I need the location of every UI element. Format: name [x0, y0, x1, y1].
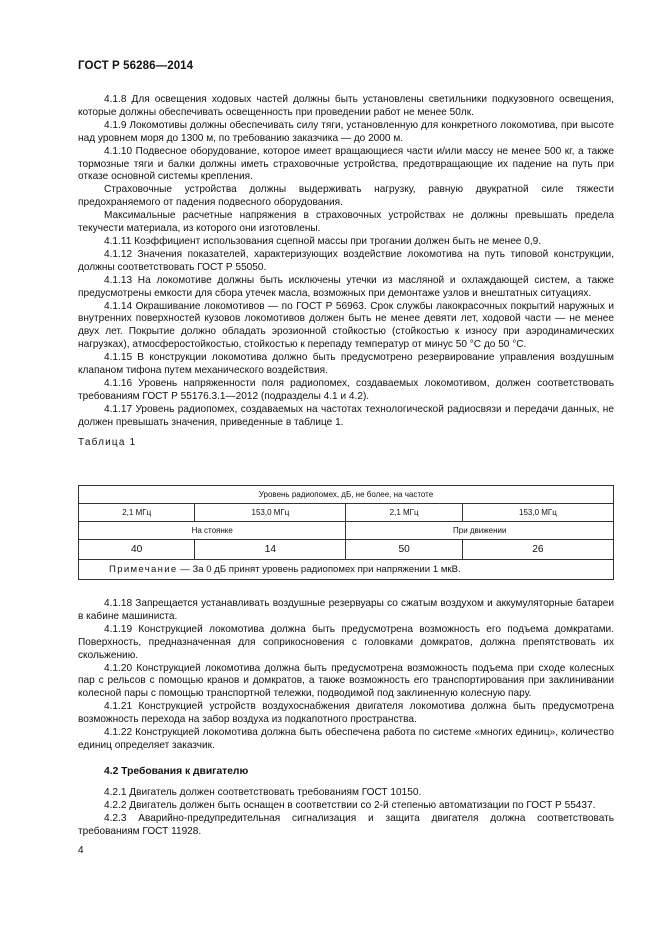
page-number: 4	[78, 845, 84, 856]
table-cell: 14	[195, 540, 346, 560]
paragraph: 4.1.20 Конструкцией локомотива должна быть предусмотрена возможность подъема при сходе колесных пар с рельсов с помощью кранов и домкратов, а также возможность его транспортирования при заклинивании колесной пары с помощью транспортной тележки, подводимой под заклиненную колесную пару.	[78, 662, 614, 700]
table-row	[79, 522, 614, 540]
paragraph: 4.1.17 Уровень радиопомех, создаваемых на частотах технологической радиосвязи и передачи данных, не должен превышать значения, приведенные в таблице 1.	[78, 403, 614, 428]
table-note-label: Примечание	[109, 564, 178, 575]
paragraph: 4.2.1 Двигатель должен соответствовать требованиям ГОСТ 10150.	[104, 787, 422, 798]
table-header-cell: Уровень радиопомех, дБ, не более, на частоте	[79, 486, 614, 504]
section-heading: 4.2 Требования к двигателю	[104, 766, 249, 777]
paragraph: Страховочные устройства должны выдерживать нагрузку, равную двукратной силе тяжести предохраняемого от падения подвесного оборудования.	[78, 184, 614, 209]
paragraph: 4.1.12 Значения показателей, характеризующих воздействие локомотива на путь типовой конструкции, должны соответствовать ГОСТ Р 55050.	[78, 248, 614, 273]
paragraph: 4.1.10 Подвесное оборудование, которое имеет вращающиеся части и/или массу не менее 500 кг, а также тормозные тяги и балки должны иметь страховочные устройства, предотвращающие их падение на путь при отказе основной системы крепления.	[78, 145, 614, 183]
paragraph: 4.2.3 Аварийно-предупредительная сигнализация и защита двигателя должна соответствовать требованиям ГОСТ 11928.	[78, 812, 614, 837]
table-cell: 50	[346, 540, 462, 560]
paragraph: 4.1.22 Конструкцией локомотива должна быть обеспечена работа по системе «многих единиц», количество единиц определяет заказчик.	[78, 727, 614, 751]
body-text-before-table	[78, 94, 614, 430]
paragraph: 4.1.11 Коэффициент использования сцепной массы при трогании должен быть не менее 0,9.	[104, 235, 542, 247]
table-row	[79, 486, 614, 504]
body-text-after-table	[78, 598, 614, 753]
paragraph: 4.1.9 Локомотивы должны обеспечивать силу тяги, установленную для конкретного локомотива, при высоте над уровнем моря до 1300 м, по требованию заказчика — до 2000 м.	[78, 119, 614, 144]
table-header-cell: 153,0 МГц	[195, 504, 346, 522]
paragraph: Максимальные расчетные напряжения в страховочных устройствах не должны превышать предела текучести материала, из которого они изготовлены.	[78, 210, 614, 235]
table-header-cell: 2,1 МГц	[79, 504, 195, 522]
paragraph: 4.2.2 Двигатель должен быть оснащен в соответствии со 2-й степенью автоматизации по ГОСТ Р 55437.	[104, 799, 596, 811]
paragraph: 4.1.8 Для освещения ходовых частей должны быть установлены светильники подкузовного освещения, которые должны обеспечивать освещенность при проведении работ не менее 50лк.	[78, 94, 614, 118]
table-note	[79, 560, 614, 580]
table-header-cell: При движении	[346, 522, 614, 540]
table-header-cell: 2,1 МГц	[346, 504, 462, 522]
paragraph: 4.1.16 Уровень напряженности поля радиопомех, создаваемых локомотивом, должен соответствовать требованиям ГОСТ Р 55176.3.1—2012 (подразделы 4.1 и 4.2).	[78, 377, 614, 402]
paragraph: 4.1.15 В конструкции локомотива должно быть предусмотрено резервирование управления воздушным клапаном тифона путем механического воздействия.	[78, 352, 614, 377]
paragraph: 4.1.19 Конструкцией локомотива должна быть предусмотрена возможность его подъема домкратами. Поверхность, предназначенная для соприкосновения с головками домкратов, должна препятствовать их скольжению.	[78, 623, 614, 661]
table-row	[79, 504, 614, 522]
paragraph: 4.1.13 На локомотиве должны быть исключены утечки из масляной и охлаждающей систем, а также предусмотрены емкости для сбора утечек масла, возможных при демонтаже узлов и внештатных ситуациях.	[78, 274, 614, 299]
radio-interference-table	[78, 485, 614, 580]
paragraph: 4.1.18 Запрещается устанавливать воздушные резервуары со сжатым воздухом и аккумуляторные батареи в кабине машиниста.	[78, 598, 614, 622]
table-note-text: — За 0 дБ принят уровень радиопомех при напряжении 1 мкВ.	[177, 564, 461, 575]
table-cell: 26	[462, 540, 613, 560]
table-caption: Таблица 1	[78, 437, 137, 448]
table-header-cell: 153,0 МГц	[462, 504, 613, 522]
document-title: ГОСТ Р 56286—2014	[78, 60, 194, 72]
paragraph: 4.1.21 Конструкцией устройств воздухоснабжения двигателя локомотива должна быть предусмотрена возможность перехода на забор воздуха из подкапотного пространства.	[78, 701, 614, 726]
table-row	[79, 560, 614, 580]
table-header-cell: На стоянке	[79, 522, 346, 540]
paragraph: 4.1.14 Окрашивание локомотивов — по ГОСТ Р 56963. Срок службы лакокрасочных покрытий наружных и внутренних поверхностей кузовов локомотивов должен быть не менее девяти лет, ходовой части — не менее двух лет. Покрытие должно обладать эрозионной стойкостью (стойкостью к износу при аэродинамических нагрузках), атмосферостойкостью, стойкостью к перепаду температур от минус 50 °С до 50 °С.	[78, 300, 614, 351]
section-body	[78, 787, 614, 839]
table-cell: 40	[79, 540, 195, 560]
table-row	[79, 540, 614, 560]
